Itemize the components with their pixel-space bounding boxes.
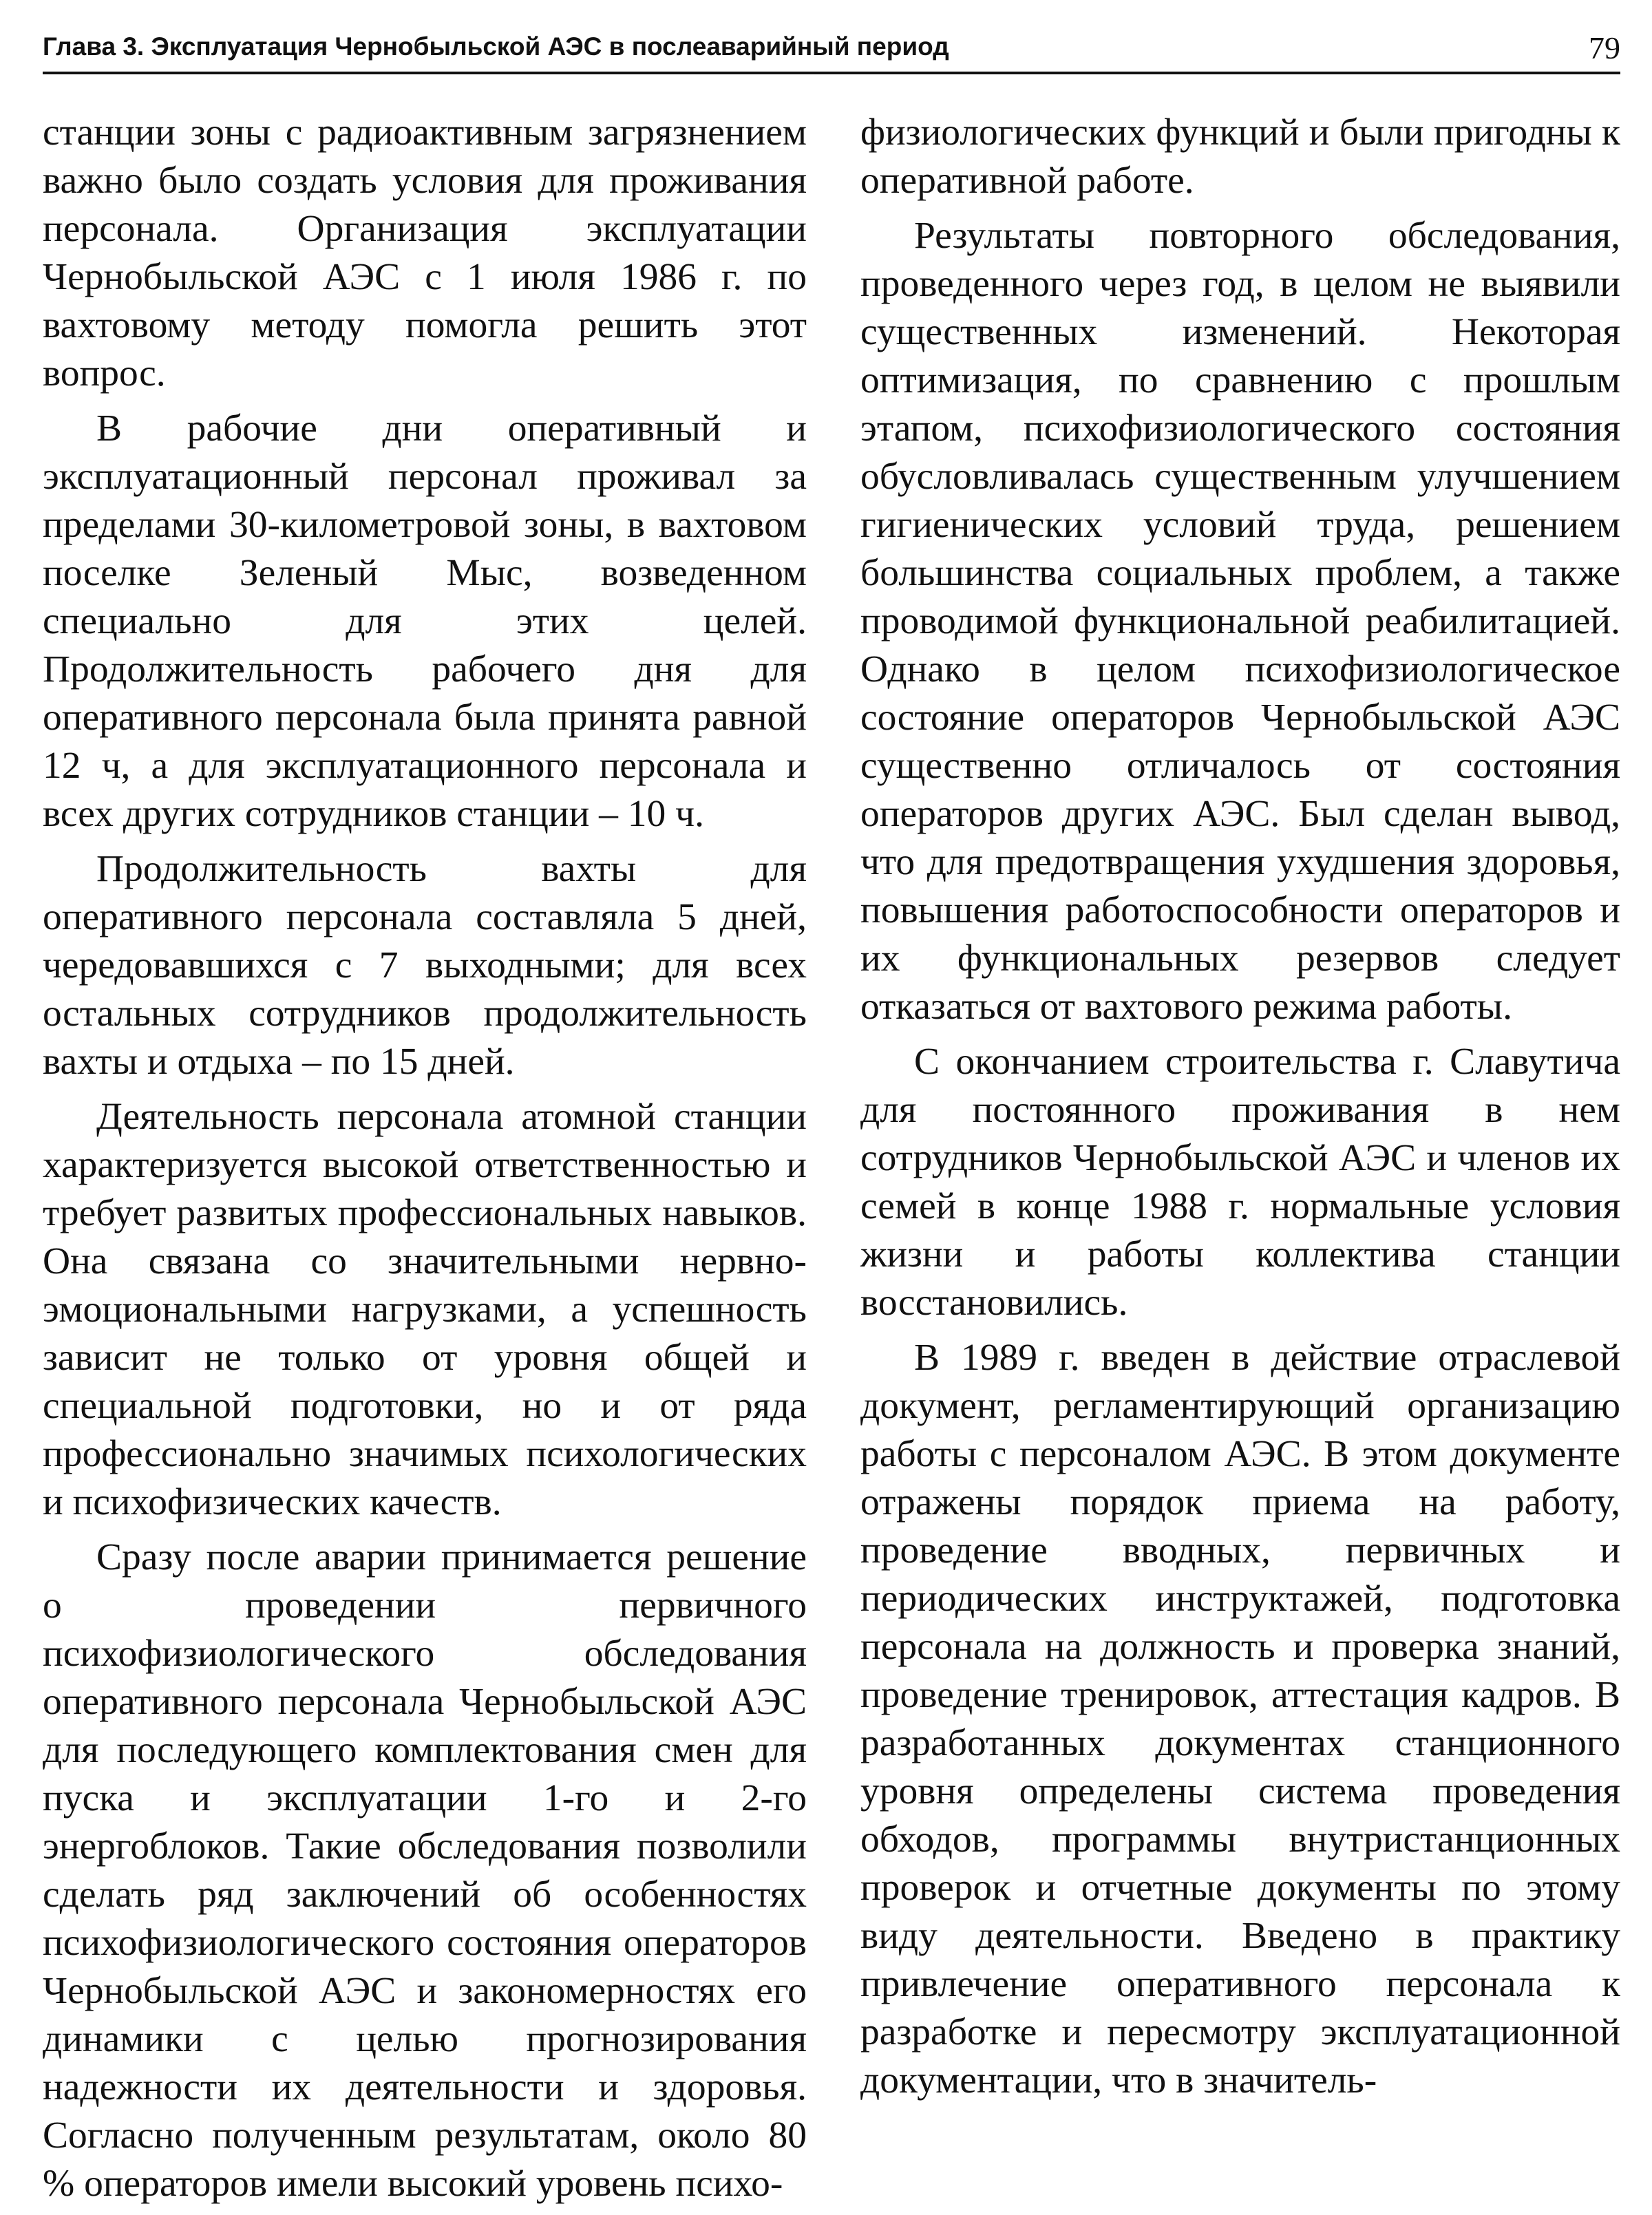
paragraph: С окончанием строительства г. Славутича для постоянного проживания в нем сотрудников Чернобыльской АЭС и членов их семей в конце 1988 г. нормальные условия жизни и работы коллектива станции восстановились. <box>860 1041 1620 1324</box>
chapter-title: Глава 3. Эксплуатация Чернобыльской АЭС в послеаварийный период <box>43 32 949 61</box>
right-column <box>860 109 1620 2112</box>
paragraph: Продолжительность вахты для оперативного персонала составляла 5 дней, чередовавшихся с 7 выходными; для всех остальных сотрудников продолжительность вахты и отдыха – по 15 дней. <box>43 848 807 1083</box>
page-number: 79 <box>1589 30 1620 65</box>
header-rule <box>43 72 1620 74</box>
left-column <box>43 109 807 2215</box>
paragraph: станции зоны с радиоактивным загрязнением важно было создать условия для проживания персонала. Организация эксплуатации Чернобыльской АЭС с 1 июля 1986 г. по вахтовому методу помогла решить этот вопрос. <box>43 112 807 394</box>
paragraph: физиологических функций и были пригодны к оперативной работе. <box>860 112 1620 202</box>
paragraph: В рабочие дни оперативный и эксплуатационный персонал проживал за пределами 30-километровой зоны, в вахтовом поселке Зеленый Мыс, возведенном специально для этих целей. Продолжительность рабочего дня для оперативного персонала была принята равной 12 ч, а для эксплуатационного персонала и всех других сотрудников станции – 10 ч. <box>43 407 807 835</box>
paragraph: В 1989 г. введен в действие отраслевой документ, регламентирующий организацию работы с персоналом АЭС. В этом документе отражены порядок приема на работу, проведение вводных, первичных и периодических инструктажей, подготовка персонала на должность и проверка знаний, проведение тренировок, аттестация кадров. В разработанных документах станционного уровня определены система проведения обходов, программы внутристанционных проверок и отчетные документы по этому виду деятельности. Введено в практику привлечение оперативного персонала к разработке и пересмотру эксплуатационной документации, что в значитель- <box>860 1337 1620 2101</box>
paragraph: Деятельность персонала атомной станции характеризуется высокой ответственностью и требует развитых профессиональных навыков. Она связана со значительными нервно-эмоциональными нагрузками, а успешность зависит не только от уровня общей и специальной подготовки, но и от ряда профессионально значимых психологических и психофизических качеств. <box>43 1096 807 1523</box>
running-header <box>43 26 1620 72</box>
paragraph: Сразу после аварии принимается решение о проведении первичного психофизиологического обследования оперативного персонала Чернобыльской АЭС для последующего комплектования смен для пуска и эксплуатации 1-го и 2-го энергоблоков. Такие обследования позволили сделать ряд заключений об особенностях психофизиологического состояния операторов Чернобыльской АЭС и закономерностях его динамики с целью прогнозирования надежности их деятельности и здоровья. Согласно полученным результатам, около 80 % операторов имели высокий уровень психо- <box>43 1536 807 2205</box>
paragraph: Результаты повторного обследования, проведенного через год, в целом не выявили существенных изменений. Некоторая оптимизация, по сравнению с прошлым этапом, психофизиологического состояния обусловливалась существенным улучшением гигиенических условий труда, решением большинства социальных проблем, а также проводимой функциональной реабилитацией. Однако в целом психофизиологическое состояние операторов Чернобыльской АЭС существенно отличалось от состояния операторов других АЭС. Был сделан вывод, что для предотвращения ухудшения здоровья, повышения работоспособности операторов и их функциональных резервов следует отказаться от вахтового режима работы. <box>860 215 1620 1028</box>
